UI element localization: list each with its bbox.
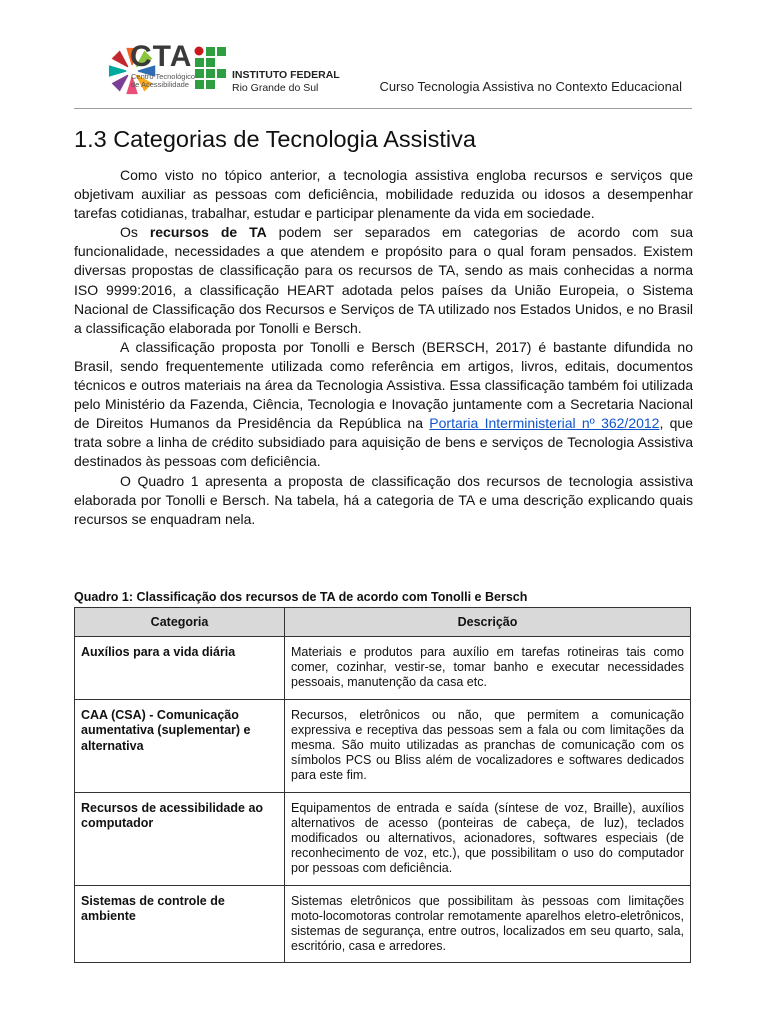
body-text [74,166,693,529]
description-cell: Sistemas eletrônicos que possibilitam às pessoas com limitações moto-locomotoras controlar remotamente aparelhos eletro-eletrônicos, sistemas de segurança, entre outros, localizados em seu quarto, sala, escritório, casa e arredores. [285,885,691,963]
description-cell: Materiais e produtos para auxílio em tarefas rotineiras tais como comer, cozinhar, vestir-se, tomar banho e executar necessidades pessoais, manutenção da casa etc. [285,637,691,700]
course-title: Curso Tecnologia Assistiva no Contexto Educacional [379,79,682,94]
portaria-link[interactable]: Portaria Interministerial nº 362/2012 [429,415,660,432]
paragraph-1: Como visto no tópico anterior, a tecnologia assistiva engloba recursos e serviços que objetivam auxiliar as pessoas com deficiência, mobilidade reduzida ou idosos a desempenhar tarefas cotidianas, trabalhar, estudar e participar plenamente da vida em sociedade. [74,167,693,222]
if-logo-icon [194,46,228,92]
classification-table [74,607,691,963]
header-description: Descrição [285,608,691,637]
paragraph-2-bold: recursos de TA [149,224,267,241]
if-name: INSTITUTO FEDERAL [232,69,340,81]
cta-logo-subtitle: Centro Tecnológico de Acessibilidade [131,72,196,89]
table-caption: Quadro 1: Classificação dos recursos de TA de acordo com Tonolli e Bersch [74,590,528,604]
paragraph-2-rest: podem ser separados em categorias de acordo com sua funcionalidade, necessidades a que atendem e propósito para o qual foram pensados. Existem diversas propostas de classificação para os recursos de TA, sendo as mais conhecidas a norma ISO 9999:2016, a classificação HEART adotada pelos países da União Europeia, o Sistema Nacional de Classificação dos Recursos e Serviços de TA utilizado nos Estados Unidos, e no Brasil a classificação elaborada por Tonolli e Bersch. [74,224,694,336]
category-cell: Sistemas de controle de ambiente [75,885,285,963]
table-row [75,637,691,700]
paragraph-2-start: Os [120,224,150,241]
table-row [75,885,691,963]
paragraph-3-start: A classificação proposta por Tonolli e Bersch (BERSCH, 2017) é bastante difundida no Brasil, sendo frequentemente utilizada como referência em artigos, livros, editais, documentos técnicos e outros materiais na área da Tecnologia Assistiva. Essa classificação também foi utilizada pelo Ministério da Fazenda, Ciência, Tecnologia e Inovação juntamente com a Secretaria Nacional de Direitos Humanos da Presidência da República na [74,338,693,432]
cta-logo-text: CTA [130,40,193,73]
table-row [75,699,691,792]
paragraph-2 [74,223,693,338]
paragraph-3 [74,338,693,472]
header-category: Categoria [75,608,285,637]
description-cell: Equipamentos de entrada e saída (síntese de voz, Braille), auxílios alternativos de acesso (ponteiras de cabeça, de luz), teclados modificados ou alternativos, acionadores, softwares especiais (de reconhecimento de voz, etc.), que possibilitam o uso do computador por pessoas com deficiência. [285,792,691,885]
category-cell: Auxílios para a vida diária [75,637,285,700]
if-campus: Rio Grande do Sul [232,82,319,94]
page-header [74,40,692,108]
description-cell: Recursos, eletrônicos ou não, que permitem a comunicação expressiva e receptiva das pessoas sem a fala ou com limitações da mesma. São muito utilizadas as pranchas de comunicação com os símbolos PCS ou Bliss além de vocalizadores e softwares dedicados para este fim. [285,699,691,792]
table-header-row [75,608,691,637]
category-cell: Recursos de acessibilidade ao computador [75,792,285,885]
section-title: 1.3 Categorias de Tecnologia Assistiva [74,126,476,152]
table-row [75,792,691,885]
header-divider [74,108,692,109]
paragraph-3-end: , que trata sobre a linha de crédito subsidiado para aquisição de bens e serviços de Tecnologia Assistiva destinados às pessoas com deficiência. [74,415,693,470]
paragraph-4: O Quadro 1 apresenta a proposta de classificação dos recursos de tecnologia assistiva elaborada por Tonolli e Bersch. Na tabela, há a categoria de TA e uma descrição explicando quais recursos se enquadram nela. [74,472,693,527]
category-cell: CAA (CSA) - Comunicação aumentativa (suplementar) e alternativa [75,699,285,792]
